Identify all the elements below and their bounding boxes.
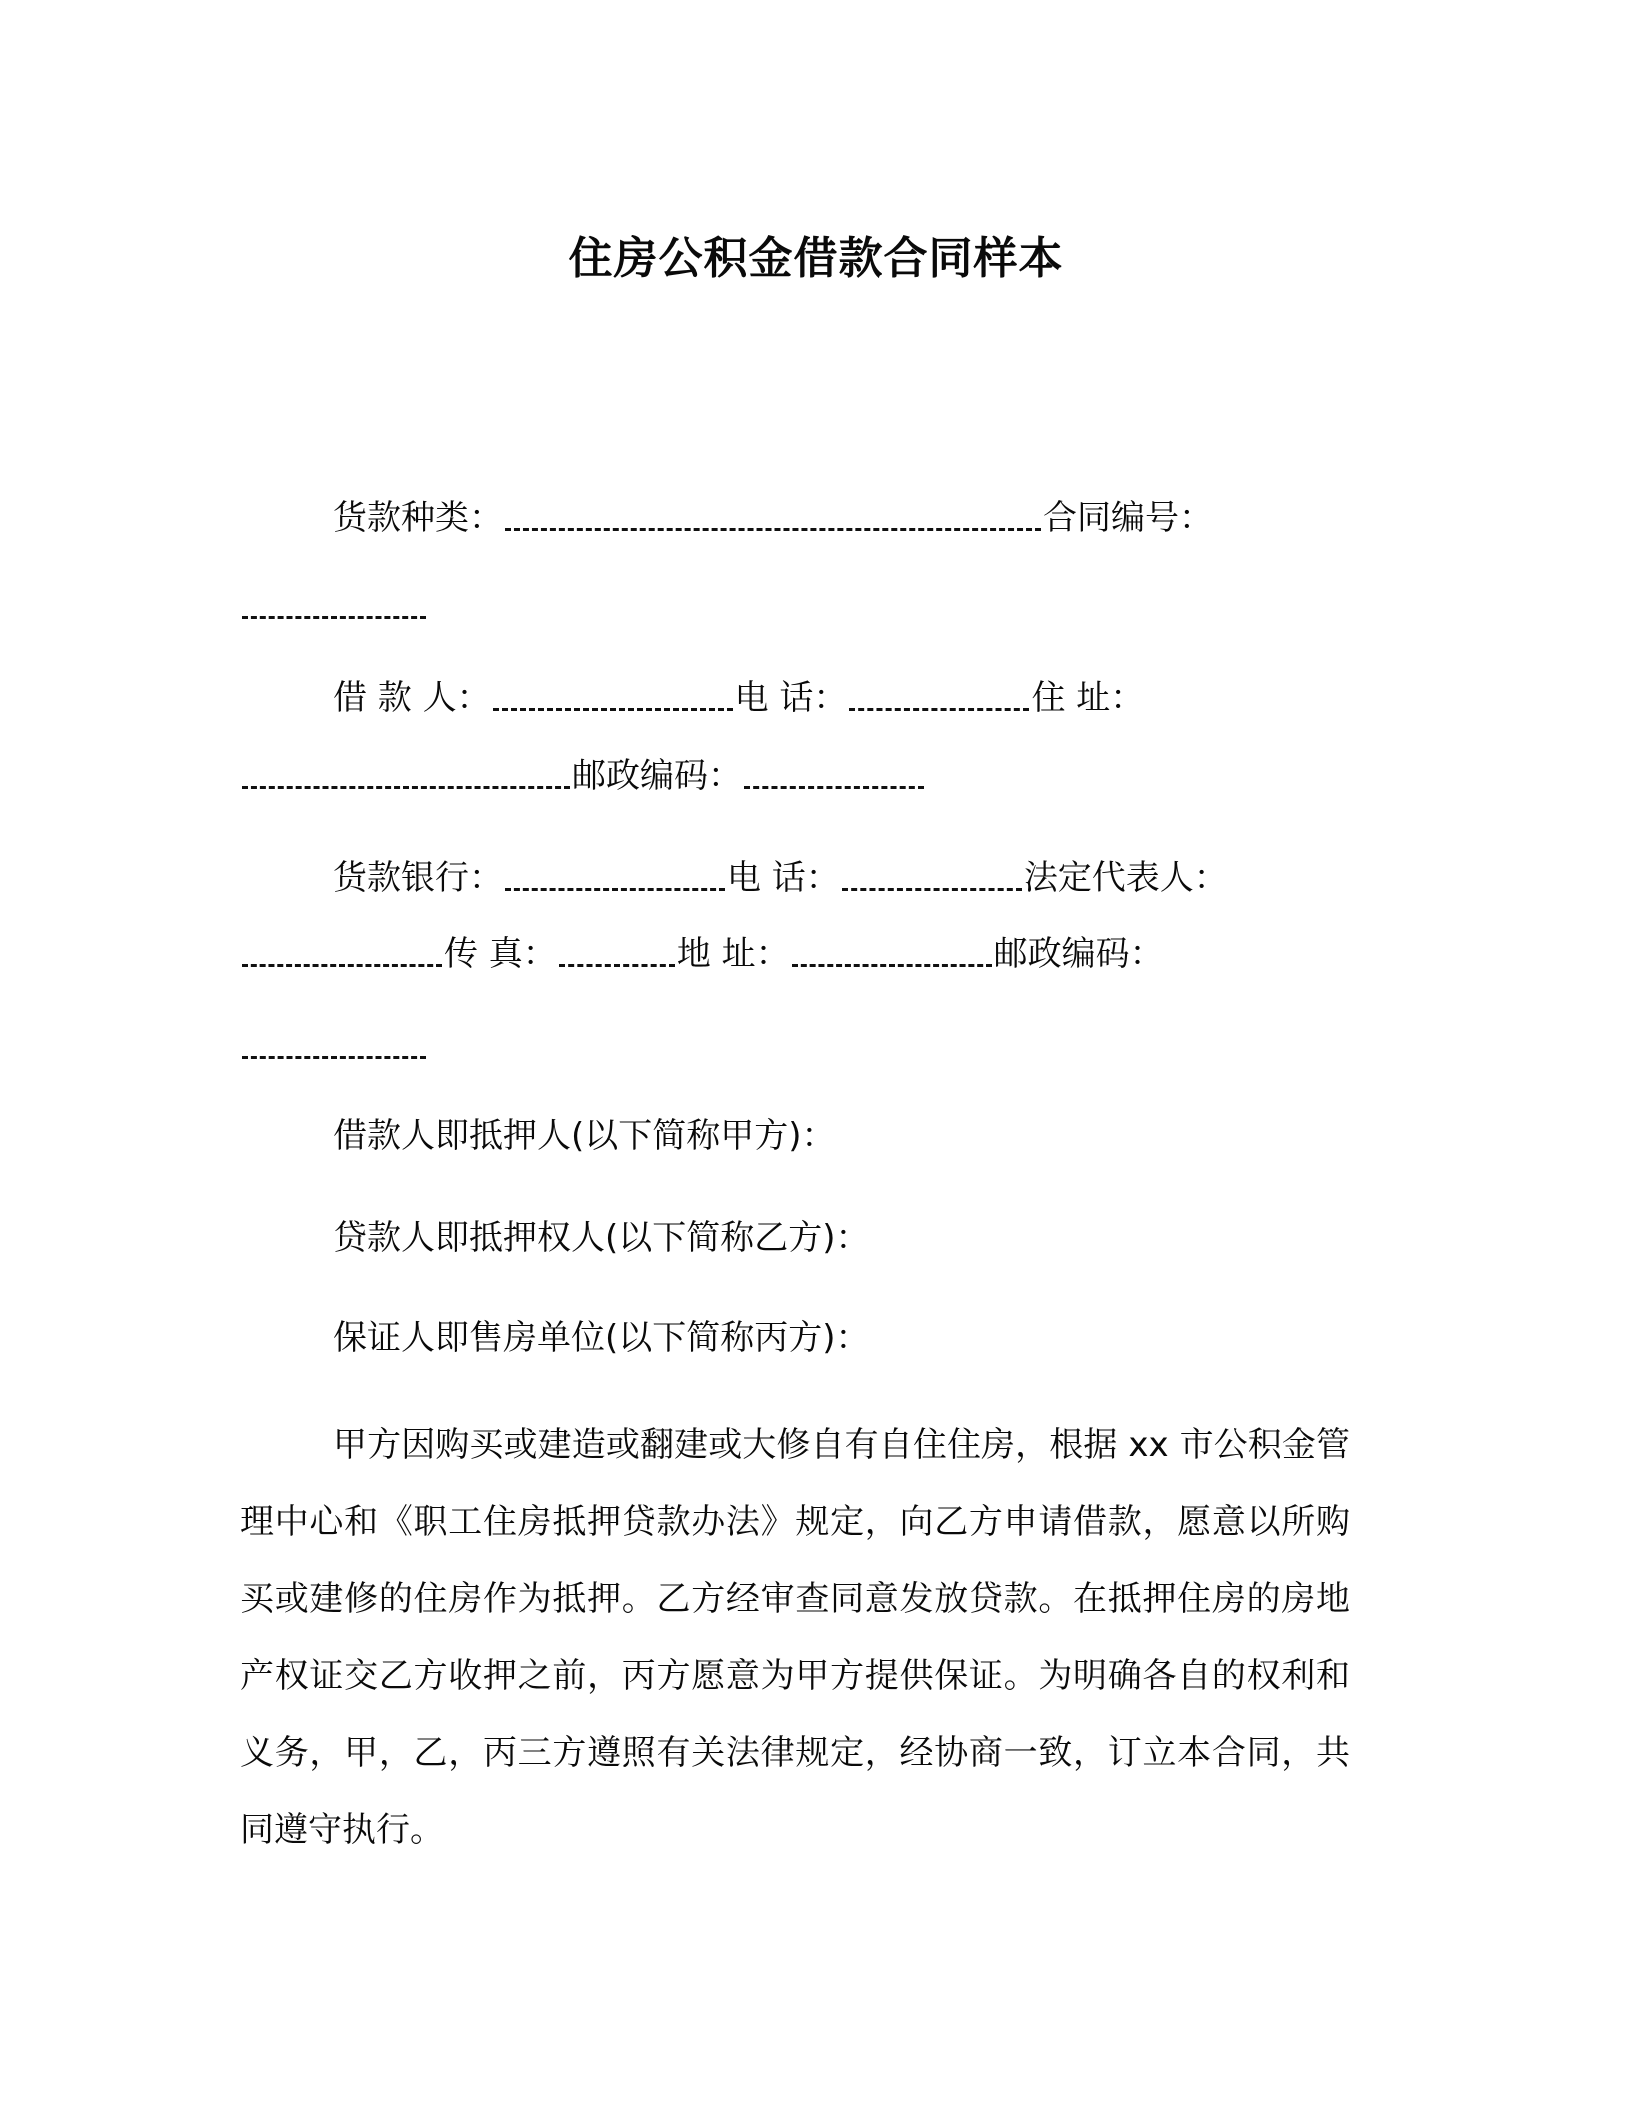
borrower-label: 借 款 人： [333,678,491,718]
borrower-row-2 [240,754,926,798]
legal-rep-blank [242,964,442,967]
contract-no-blank [242,616,426,619]
bank-postcode-blank [242,1056,426,1059]
bank-row [333,856,1228,900]
party-b: 贷款人即抵押权人(以下简称乙方)： [333,1218,870,1258]
bank-postcode-row [240,1024,428,1068]
bank-label: 货款银行： [333,858,503,898]
borrower-blank [493,708,733,711]
preamble-paragraph: 甲方因购买或建造或翻建或大修自有自住住房，根据 xx 市公积金管理中心和《职工住房抵押贷款办法》规定，向乙方申请借款，愿意以所购买或建修的住房作为抵押。乙方经审查同意发放贷款。在抵押住房的房地产权证交乙方收押之前，丙方愿意为甲方提供保证。为明确各自的权利和义务，甲，乙，丙三方遵照有关法律规定，经协商一致，订立本合同，共同遵守执行。 [240,1425,1350,1850]
party-a: 借款人即抵押人(以下简称甲方)： [333,1116,836,1156]
contract-no-label: 合同编号： [1043,498,1213,538]
borrower-address-blank [242,786,570,789]
party-c: 保证人即售房单位(以下简称丙方)： [333,1318,870,1358]
bank-blank [505,888,725,891]
bank-postcode-label: 邮政编码： [993,934,1164,974]
bank-phone-label: 电 话： [727,858,840,898]
bank-phone-blank [842,888,1022,891]
borrower-address-label: 住 址： [1031,678,1145,718]
loan-type-blank [505,528,1041,531]
borrower-postcode-blank [744,786,924,789]
borrower-row [333,676,1144,720]
borrower-postcode-label: 邮政编码： [572,756,742,796]
borrower-phone-label: 电 话： [734,678,848,718]
loan-type-label: 货款种类： [333,498,503,538]
fax-blank [559,964,675,967]
bank-address-label: 地 址： [676,934,790,974]
bank-address-blank [792,964,992,967]
document-title: 住房公积金借款合同样本 [568,233,1064,284]
contract-no-row [240,584,428,628]
fax-label: 传 真： [444,934,557,974]
legal-rep-label: 法定代表人： [1023,858,1228,898]
borrower-phone-blank [849,708,1029,711]
loan-type-row [333,496,1213,540]
bank-row-2 [240,932,1164,976]
